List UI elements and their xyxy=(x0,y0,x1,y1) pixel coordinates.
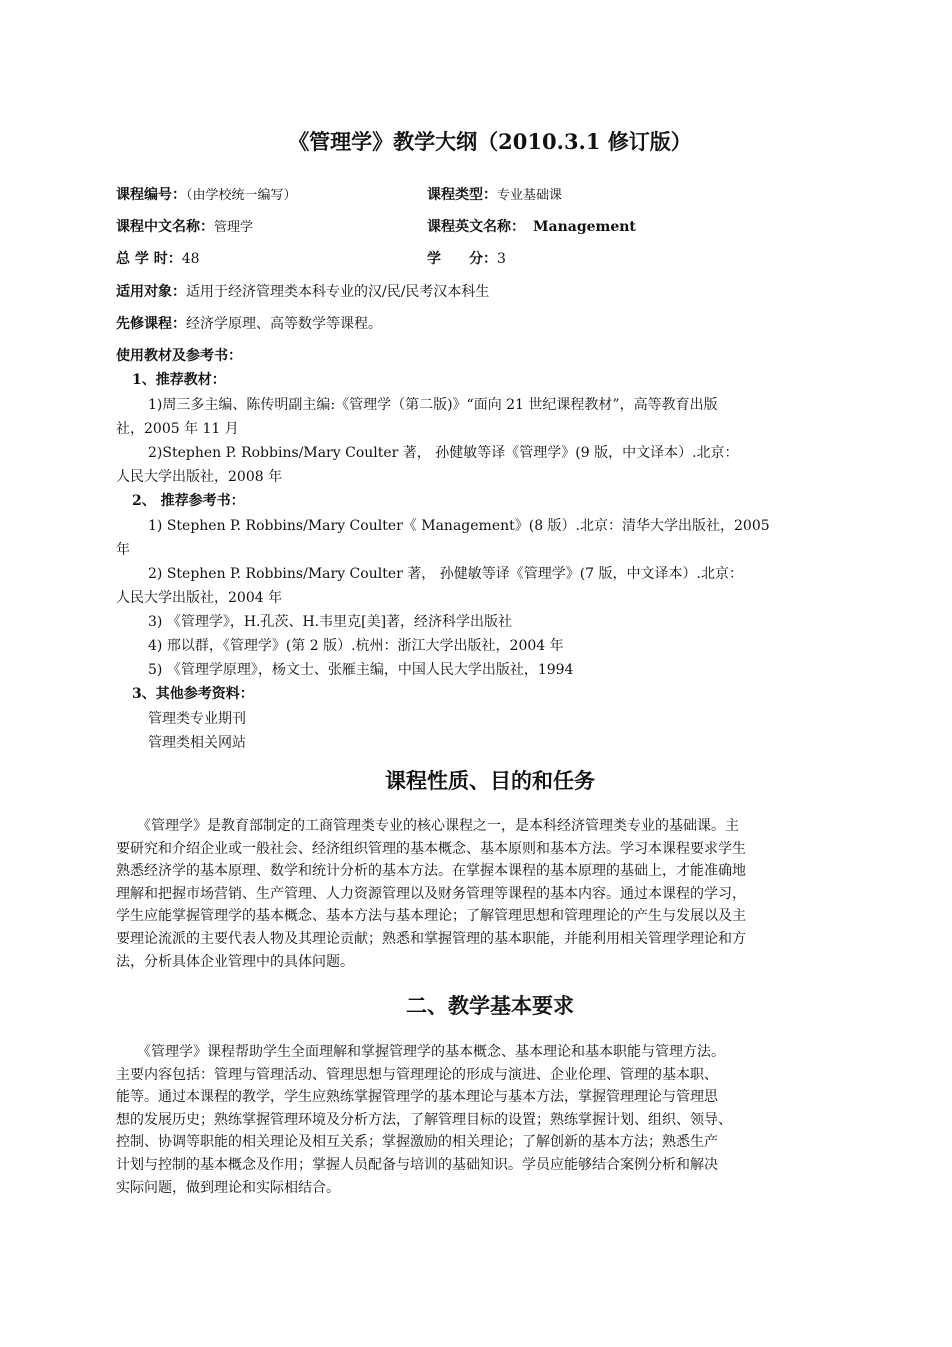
other-line: 管理类相关网站 xyxy=(148,735,246,751)
section1-heading: 课程性质、目的和任务 xyxy=(385,768,595,793)
meta-row-code-type xyxy=(116,184,864,206)
reference-line: 4) 邢以群，《管理学》(第 2 版）.杭州：浙江大学出版社，2004 年 xyxy=(148,638,564,654)
course-cn-name-value: 管理学 xyxy=(214,220,254,235)
paragraph-line: 熟悉经济学的基本原理、数学和统计分析的基本方法。在掌握本课程的基本原理的基础上，才能准确地 xyxy=(116,863,746,880)
reference-line: 年 xyxy=(116,542,130,558)
prereq-line xyxy=(116,313,864,333)
paragraph-line: 计划与控制的基本概念及作用；掌握人员配备与培训的基础知识。学员应能够结合案例分析和解决 xyxy=(116,1156,718,1173)
recommended-heading: 1、推荐教材： xyxy=(132,372,226,388)
paragraph-line: 理解和把握市场营销、生产管理、人力资源管理以及财务管理等课程的基本内容。通过本课程的学习， xyxy=(116,885,746,902)
reference-line: 2) Stephen P. Robbins/Mary Coulter 著， 孙健敏等译《管理学》(7 版，中文译本）.北京： xyxy=(148,566,743,582)
reference-line: 1) Stephen P. Robbins/Mary Coulter《 Management》(8 版）.北京：清华大学出版社，2005 xyxy=(148,518,770,534)
total-hours-label: 总 学 时： xyxy=(116,251,182,267)
section1-paragraph xyxy=(116,815,864,973)
recommended-line: 2)Stephen P. Robbins/Mary Coulter 著， 孙健敏等译《管理学》(9 版，中文译本）.北京： xyxy=(148,445,739,461)
paragraph-line: 想的发展历史；熟练掌握管理环境及分析方法，了解管理目标的设置；熟练掌握计划、组织、领导、 xyxy=(116,1111,732,1128)
course-type-label: 课程类型： xyxy=(427,187,497,203)
course-en-name-label: 课程英文名称： xyxy=(427,219,525,235)
recommended-line: 1)周三多主编、陈传明副主编:《管理学（第二版)》“面向 21 世纪课程教材”，高等教育出版 xyxy=(148,397,718,413)
reference-heading: 2、 推荐参考书： xyxy=(132,493,245,509)
course-type xyxy=(427,184,562,204)
paragraph-line: 实际问题，做到理论和实际相结合。 xyxy=(116,1179,340,1196)
paragraph-line: 《管理学》课程帮助学生全面理解和掌握管理学的基本概念、基本理论和基本职能与管理方法。 xyxy=(116,1044,725,1060)
section2-paragraph xyxy=(116,1041,864,1199)
recommended-line: 人民大学出版社，2008 年 xyxy=(116,469,283,485)
course-en-name xyxy=(427,216,636,236)
meta-row-hours-credit xyxy=(116,248,864,270)
other-line: 管理类专业期刊 xyxy=(148,711,246,727)
paragraph-line: 《管理学》是教育部制定的工商管理类专业的核心课程之一，是本科经济管理类专业的基础课。主 xyxy=(116,818,739,834)
paragraph-line: 控制、协调等职能的相关理论及相互关系；掌握激励的相关理论；了解创新的基本方法；熟悉生产 xyxy=(116,1134,718,1151)
total-hours xyxy=(116,248,200,268)
meta-row-names xyxy=(116,216,864,238)
paragraph-line: 主要内容包括：管理与管理活动、管理思想与管理理论的形成与演进、企业伦理、管理的基本职、 xyxy=(116,1066,718,1083)
applicable-line xyxy=(116,281,864,301)
books-heading: 使用教材及参考书： xyxy=(116,348,242,364)
section2-heading: 二、教学基本要求 xyxy=(406,993,574,1018)
credits xyxy=(427,248,506,268)
applicable-value: 适用于经济管理类本科专业的汉/民/民考汉本科生 xyxy=(186,284,490,300)
paragraph-line: 要研究和介绍企业或一般社会、经济组织管理的基本概念、基本原则和基本方法。学习本课程要求学生 xyxy=(116,840,746,857)
paragraph-line: 法，分析具体企业管理中的具体问题。 xyxy=(116,953,354,970)
other-heading: 3、其他参考资料： xyxy=(132,686,254,702)
total-hours-value: 48 xyxy=(181,251,200,267)
paragraph-line: 学生应能掌握管理学的基本概念、基本方法与基本理论；了解管理思想和管理理论的产生与发展以及主 xyxy=(116,908,746,925)
course-code-label: 课程编号： xyxy=(116,187,186,203)
reference-line: 5) 《管理学原理》，杨文士、张雁主编，中国人民大学出版社，1994 xyxy=(148,662,574,678)
applicable-label: 适用对象： xyxy=(116,284,186,300)
document-title: 《管理学》教学大纲（2010.3.1 修订版） xyxy=(288,129,692,154)
paragraph-line: 能等。通过本课程的教学，学生应熟练掌握管理学的基本理论与基本方法，掌握管理理论与管理思 xyxy=(116,1089,718,1106)
paragraph-line: 要理论流派的主要代表人物及其理论贡献；熟悉和掌握管理的基本职能，并能利用相关管理学理论和方 xyxy=(116,930,746,947)
credits-label: 学 分： xyxy=(427,251,497,267)
course-en-name-value: Management xyxy=(533,219,636,235)
course-cn-name xyxy=(116,216,253,236)
reference-line: 人民大学出版社，2004 年 xyxy=(116,590,283,606)
course-cn-name-label: 课程中文名称： xyxy=(116,219,214,235)
course-code xyxy=(116,184,297,204)
prereq-label: 先修课程： xyxy=(116,316,186,332)
prereq-value: 经济学原理、高等数学等课程。 xyxy=(186,316,382,332)
credits-value: 3 xyxy=(497,251,506,267)
reference-line: 3) 《管理学》，H.孔茨、H.韦里克[美]著，经济科学出版社 xyxy=(148,614,513,630)
course-type-value: 专业基础课 xyxy=(497,188,563,203)
course-code-value: （由学校统一编写） xyxy=(186,188,297,203)
recommended-line: 社，2005 年 11 月 xyxy=(116,421,239,437)
